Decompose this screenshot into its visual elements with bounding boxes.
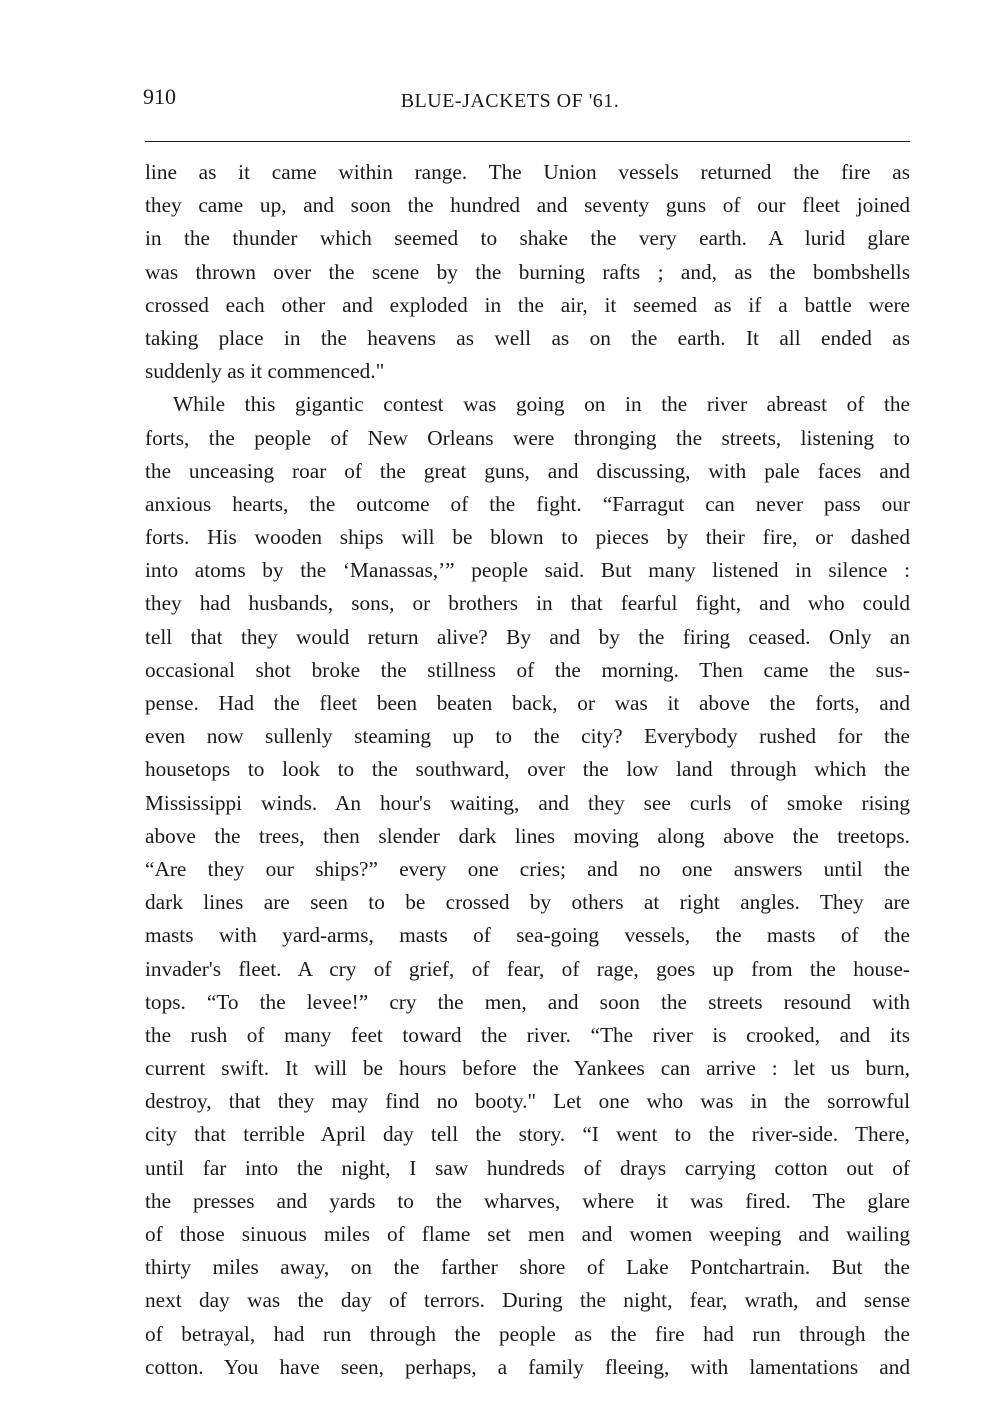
text-line: tell that they would return alive? By and by the firing ceased. Only an xyxy=(145,624,910,649)
text-line: taking place in the heavens as well as on the earth. It all ended as xyxy=(145,325,910,350)
text-line: dark lines are seen to be crossed by others at right angles. They are xyxy=(145,890,910,915)
paragraph xyxy=(145,388,910,1384)
text-line: forts, the people of New Orleans were thronging the streets, listening to xyxy=(145,425,910,450)
text-line: of those sinuous miles of flame set men and women weeping and wailing xyxy=(145,1222,910,1246)
text-line: into atoms by the ‘Manassas,’” people said. But many listened in silence : xyxy=(145,558,910,583)
running-title: BLUE-JACKETS OF '61. xyxy=(400,90,620,112)
text-line: current swift. It will be hours before the Yankees can arrive : let us burn, xyxy=(145,1056,910,1081)
text-line: next day was the day of terrors. During the night, fear, wrath, and sense xyxy=(145,1288,910,1313)
text-line: they came up, and soon the hundred and seventy guns of our fleet joined xyxy=(145,193,910,218)
text-line: they had husbands, sons, or brothers in that fearful fight, and who could xyxy=(145,591,910,616)
text-line: invader's fleet. A cry of grief, of fear, of rage, goes up from the house- xyxy=(145,956,910,981)
text-line: masts with yard-arms, masts of sea-going vessels, the masts of the xyxy=(145,923,910,948)
text-line: the presses and yards to the wharves, where it was fired. The glare xyxy=(145,1188,910,1213)
text-line: Mississippi winds. An hour's waiting, and they see curls of smoke rising xyxy=(145,790,910,815)
text-line: suddenly as it commenced." xyxy=(145,359,385,384)
paragraph xyxy=(145,156,910,388)
text-line: even now sullenly steaming up to the city? Everybody rushed for the xyxy=(145,724,910,749)
text-line: above the trees, then slender dark lines moving along above the treetops. xyxy=(145,823,910,848)
text-line: cotton. You have seen, perhaps, a family fleeing, with lamentations and xyxy=(145,1354,910,1379)
text-line: anxious hearts, the outcome of the fight. “Farragut can never pass our xyxy=(145,491,910,516)
page-body xyxy=(145,156,910,1384)
text-line: of betrayal, had run through the people as the fire had run through the xyxy=(145,1321,910,1346)
text-line: “Are they our ships?” every one cries; and no one answers until the xyxy=(145,856,910,881)
text-line: housetops to look to the southward, over the low land through which the xyxy=(145,757,910,782)
text-line: the rush of many feet toward the river. “The river is crooked, and its xyxy=(145,1022,910,1047)
text-line: While this gigantic contest was going on in the river abreast of the xyxy=(173,392,910,417)
text-line: tops. “To the levee!” cry the men, and soon the streets resound with xyxy=(145,989,910,1014)
text-line: until far into the night, I saw hundreds of drays carrying cotton out of xyxy=(145,1155,910,1180)
text-line: the unceasing roar of the great guns, and discussing, with pale faces and xyxy=(145,458,910,483)
page-number: 910 xyxy=(143,84,176,109)
text-line: pense. Had the fleet been beaten back, or was it above the forts, and xyxy=(145,691,910,715)
text-line: was thrown over the scene by the burning rafts ; and, as the bombshells xyxy=(145,259,910,284)
text-line: line as it came within range. The Union vessels returned the fire as xyxy=(145,160,910,184)
text-line: forts. His wooden ships will be blown to pieces by their fire, or dashed xyxy=(145,525,910,550)
text-line: occasional shot broke the stillness of the morning. Then came the sus- xyxy=(145,657,910,682)
header-rule xyxy=(145,141,910,142)
text-line: in the thunder which seemed to shake the very earth. A lurid glare xyxy=(145,226,910,251)
text-line: thirty miles away, on the farther shore of Lake Pontchartrain. But the xyxy=(145,1255,910,1280)
text-line: crossed each other and exploded in the air, it seemed as if a battle were xyxy=(145,292,910,317)
text-line: city that terrible April day tell the story. “I went to the river-side. There, xyxy=(145,1122,910,1147)
text-line: destroy, that they may find no booty." Let one who was in the sorrowful xyxy=(145,1089,910,1114)
